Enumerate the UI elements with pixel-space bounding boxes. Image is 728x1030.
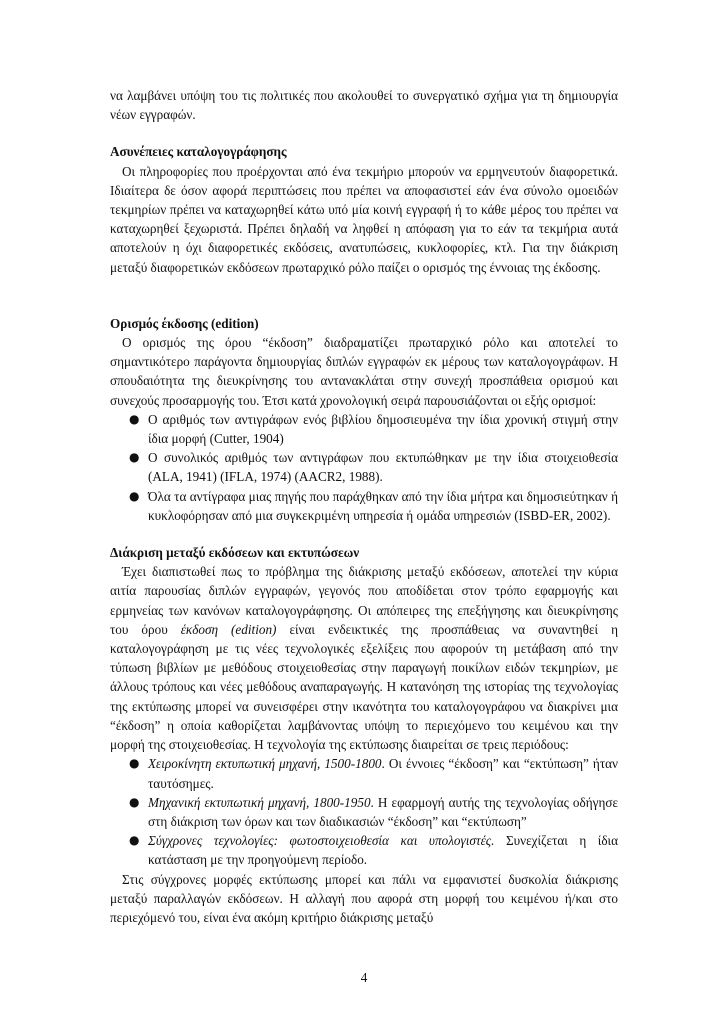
list-item (129, 754, 618, 792)
period-label: Σύγχρονες τεχνολογίες: φωτοστοιχειοθεσία και υπολογιστές. (148, 833, 495, 849)
bullet-icon: ● (129, 450, 140, 465)
list-item-text: Ο συνολικός αριθμός των αντιγράφων που εκτυπώθηκαν με την ίδια στοιχειοθεσία (ALA, 1941) (IFLA, 1974) (AACR2, 1988). (148, 450, 618, 485)
emphasized-term: έκδοση (edition) (180, 621, 277, 637)
period-text: Συνεχίζεται η ίδια κατάσταση με την προηγούμενη περίοδο. (148, 833, 618, 868)
list-item (129, 410, 618, 448)
document-page (110, 86, 618, 927)
paragraph-text: είναι ενδεικτικές της προσπάθειας να συναντηθεί η καταλογογράφηση με τις νέες τεχνολογικές εξελίξεις που αφορούν τη μετάβαση από την τύπωση βιβλίων με μεθόδους στοιχειοθεσίας στην παραγωγή ποικίλων ειδών τεκμηρίων, με άλλους τρόπους και νέες μεθόδους αναπαραγωγής. Η κατανόηση της ιστορίας της τεχνολογίας της εκτύπωσης μπορεί να συνεισφέρει στην ικανότητα του καταλογογράφου να διακρίνει μια “έκδοση” η οποία καθορίζεται λαμβάνοντας υπόψη το περιεχόμενο του κειμένου και την μορφή της στοιχειοθεσίας. Η τεχνολογία της εκτύπωσης διαιρείται σε τρεις περιόδους: (110, 621, 618, 753)
page-number: 4 (360, 970, 368, 985)
definition-list (110, 410, 618, 525)
period-label: Μηχανική εκτυπωτική μηχανή, 1800-1950 (148, 794, 371, 810)
period-label: Χειροκίνητη εκτυπωτική μηχανή, 1500-1800 (148, 756, 382, 772)
bullet-icon: ● (129, 756, 140, 771)
intro-paragraph: να λαμβάνει υπόψη του τις πολιτικές που ακολουθεί το συνεργατικό σχήμα για τη δημιουργία νέων εγγραφών. (110, 88, 618, 123)
paragraph-edition-distinction (110, 562, 618, 754)
period-text: . Η εφαρμογή αυτής της τεχνολογίας οδήγησε στη διάκριση των όρων και των διαδικασιών “έκδοση” και “εκτύπωση” (148, 794, 618, 829)
list-item (129, 448, 618, 486)
heading-edition-distinction: Διάκριση μεταξύ εκδόσεων και εκτυπώσεων (110, 545, 360, 561)
bullet-icon: ● (129, 488, 140, 503)
period-text: . Οι έννοιες “έκδοση” και “εκτύπωση” ήταν ταυτόσημες. (148, 756, 618, 791)
list-item (129, 831, 618, 869)
paragraph-text: Έχει διαπιστωθεί πως το πρόβλημα της διάκρισης μεταξύ εκδόσεων, αποτελεί την κύρια αιτία παρουσίας διπλών εγγραφών, γεγονός που αποδίδεται στον τρόπο εφαρμογής και ερμηνείας των κανόνων καταλογογράφησης. Οι απόπειρες της επεξήγησης και διευκρίνησης του όρου (110, 564, 618, 637)
paragraph-inconsistencies: Οι πληροφορίες που προέρχονται από ένα τεκμήριο μπορούν να ερμηνευτούν διαφορετικά. Ιδιαίτερα δε όσον αφορά περιπτώσεις που πρέπει να αποφασιστεί εάν ένα σύνολο ομοειδών τεκμηρίων πρέπει να καταχωρηθεί κάτω υπό μία κοινή εγγραφή ή το κάθε μέρος του πρέπει να καταχωρηθεί ξεχωριστά. Πρέπει δηλαδή να ληφθεί η απόφαση για το εάν τα τεκμήρια αυτά αποτελούν η όχι διαφορετικές εκδόσεις, ανατυπώσεις, κυκλοφορίες, κτλ. Για την διάκριση μεταξύ διαφορετικών εκδόσεων πρωταρχικό ρόλο παίζει ο ορισμός της έννοιας της έκδοσης. (110, 163, 618, 275)
periods-list (110, 754, 618, 869)
heading-edition-definition: Ορισμός έκδοσης (edition) (110, 315, 259, 331)
list-item (129, 487, 618, 525)
bullet-icon: ● (129, 833, 140, 848)
list-item-text: Ο αριθμός των αντιγράφων ενός βιβλίου δημοσιευμένα την ίδια χρονική στιγμή στην ίδια μορφή (Cutter, 1904) (148, 411, 618, 447)
bullet-icon: ● (129, 794, 140, 809)
list-item (129, 793, 618, 831)
bullet-icon: ● (129, 411, 140, 426)
heading-inconsistencies: Ασυνέπειες καταλογογράφησης (110, 144, 287, 160)
paragraph-closing: Στις σύγχρονες μορφές εκτύπωσης μπορεί και πάλι να εμφανιστεί δυσκολία διάκρισης μεταξύ παραλλαγών εκδόσεων. Η αλλαγή που αφορά στη μορφή του κειμένου ή/και στο περιεχόμενό του, είναι ένα ακόμη κριτήριο διάκρισης μεταξύ (110, 871, 618, 925)
list-item-text: Όλα τα αντίγραφα μιας πηγής που παράχθηκαν από την ίδια μήτρα και δημοσιεύτηκαν ή κυκλοφόρησαν από μια συγκεκριμένη υπηρεσία ή ομάδα υπηρεσιών (ISBD-ER, 2002). (148, 488, 618, 523)
paragraph-edition-definition: Ο ορισμός της όρου “έκδοση” διαδραματίζει πρωταρχικό ρόλο και αποτελεί το σημαντικότερο παράγοντα δημιουργίας διπλών εγγραφών εκ μέρους των καταλογογράφων. Η σπουδαιότητα της διευκρίνησης του αντανακλάται στην συνεχή προσπάθεια ορισμού και συνεχούς προσαρμογής του. Έτσι κατά χρονολογική σειρά παρουσιάζονται οι εξής ορισμοί: (110, 335, 618, 408)
